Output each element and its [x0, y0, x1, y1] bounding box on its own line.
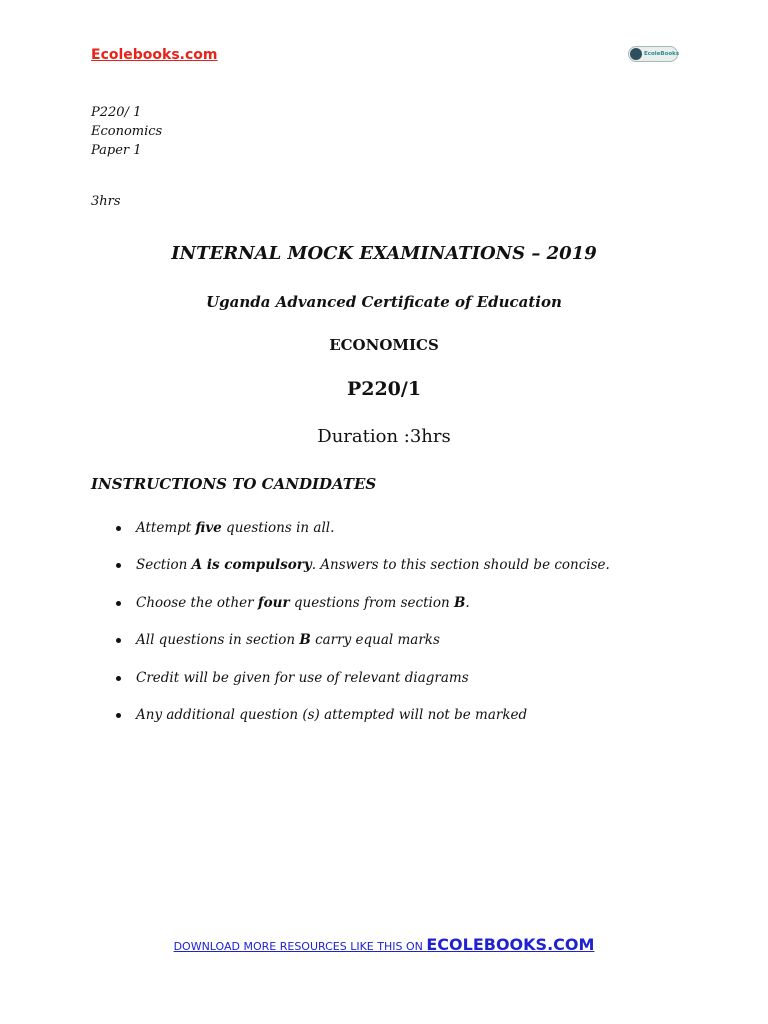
paper-subject: Economics: [91, 124, 163, 139]
ecolebooks-logo: [628, 46, 678, 62]
instruction-text: Choose the other: [136, 594, 258, 611]
instruction-text: questions in all.: [221, 520, 335, 536]
bullet-icon: [116, 676, 121, 681]
footer: [0, 935, 768, 954]
header-site-link[interactable]: Ecolebooks.com: [91, 47, 218, 63]
exam-title: INTERNAL MOCK EXAMINATIONS – 2019: [171, 243, 597, 264]
instruction-emphasis: four: [257, 594, 290, 611]
instruction-item: [136, 556, 610, 593]
instructions-list: [136, 519, 610, 743]
instructions-heading: INSTRUCTIONS TO CANDIDATES: [91, 475, 377, 493]
instruction-emphasis: B: [299, 632, 311, 649]
book-icon: [630, 48, 642, 60]
instruction-item: [136, 519, 610, 556]
instruction-text: questions from section: [289, 594, 454, 611]
instruction-item: [136, 594, 610, 631]
bullet-icon: [116, 563, 121, 568]
instruction-emphasis: B: [453, 594, 466, 611]
instruction-emphasis: five: [195, 520, 222, 536]
bullet-icon: [116, 526, 121, 531]
bullet-icon: [116, 713, 121, 718]
footer-prefix: DOWNLOAD MORE RESOURCES LIKE THIS ON: [173, 940, 427, 953]
instruction-text: carry equal marks: [310, 632, 440, 649]
instruction-emphasis: A is compulsory: [191, 557, 312, 574]
instruction-text: Credit will be given for use of relevant diagrams: [136, 669, 469, 686]
instruction-text: Any additional question (s) attempted will not be marked: [136, 706, 528, 723]
exam-duration: Duration :3hrs: [317, 426, 451, 447]
logo-text: EcoleBooks: [644, 51, 680, 57]
paper-time: 3hrs: [91, 194, 121, 209]
instruction-text: Section: [136, 557, 192, 574]
footer-download-link[interactable]: [174, 935, 595, 954]
paper-number: Paper 1: [91, 143, 142, 158]
paper-code: P220/ 1: [91, 105, 142, 120]
instruction-text: Attempt: [136, 520, 196, 536]
exam-code: P220/1: [346, 378, 422, 400]
exam-subtitle: Uganda Advanced Certificate of Education: [206, 293, 562, 311]
bullet-icon: [116, 601, 121, 606]
exam-subject: ECONOMICS: [329, 336, 439, 354]
instruction-item: [136, 669, 610, 706]
instruction-text: All questions in section: [136, 632, 300, 649]
instruction-text: . Answers to this section should be concise.: [311, 557, 610, 574]
bullet-icon: [116, 638, 121, 643]
instruction-text: .: [465, 594, 470, 611]
instruction-item: [136, 706, 610, 743]
instruction-item: [136, 631, 610, 668]
paper-meta: [91, 103, 162, 211]
footer-site: ECOLEBOOKS.COM: [426, 935, 595, 954]
